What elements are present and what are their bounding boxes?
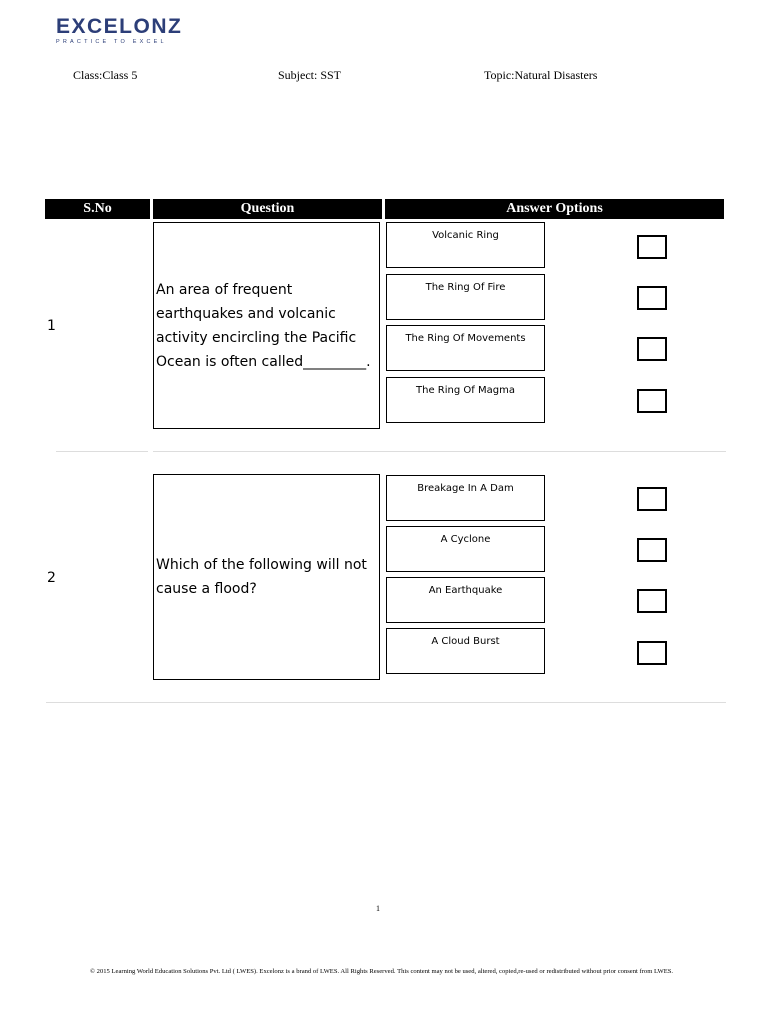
row-2-option-3-checkbox[interactable] xyxy=(637,589,667,613)
row-2-option-4[interactable]: A Cloud Burst xyxy=(386,628,545,674)
topic-label: Topic:Natural Disasters xyxy=(484,68,598,82)
row-2-option-1-checkbox[interactable] xyxy=(637,487,667,511)
copyright-footer: © 2015 Learning World Education Solutions Pvt. Ltd ( LWES). Excelonz is a brand of LWES. All Rights Reserved. This content may not be used, altered, copied,re-used or redistributed without prior consent from LWES. xyxy=(90,968,674,975)
class-label: Class:Class 5 xyxy=(73,68,138,82)
row-1-option-3[interactable]: The Ring Of Movements xyxy=(386,325,545,371)
row-1-option-4[interactable]: The Ring Of Magma xyxy=(386,377,545,423)
header-answer-options: Answer Options xyxy=(385,199,724,219)
row-separator xyxy=(56,451,148,452)
row-1-sno: 1 xyxy=(47,318,56,334)
row-2-option-4-checkbox[interactable] xyxy=(637,641,667,665)
row-2-option-1[interactable]: Breakage In A Dam xyxy=(386,475,545,521)
subject-label: Subject: SST xyxy=(278,68,342,82)
row-1-option-4-checkbox[interactable] xyxy=(637,389,667,413)
row-1-option-2[interactable]: The Ring Of Fire xyxy=(386,274,545,320)
row-1-option-2-checkbox[interactable] xyxy=(637,286,667,310)
header-question: Question xyxy=(153,199,382,219)
row-separator xyxy=(153,451,726,452)
row-1-question-box xyxy=(153,222,380,429)
row-1-option-1[interactable]: Volcanic Ring xyxy=(386,222,545,268)
row-1-option-3-checkbox[interactable] xyxy=(637,337,667,361)
row-2-option-2-checkbox[interactable] xyxy=(637,538,667,562)
row-2-question-box xyxy=(153,474,380,680)
row-1-question-text: An area of frequent earthquakes and volcanic activity encircling the Pacific Ocean is often called_________. xyxy=(156,281,371,370)
row-2-option-2[interactable]: A Cyclone xyxy=(386,526,545,572)
row-2-option-3[interactable]: An Earthquake xyxy=(386,577,545,623)
logo-tagline: PRACTICE TO EXCEL xyxy=(56,39,167,45)
table-bottom-line xyxy=(46,702,726,703)
row-1-option-1-checkbox[interactable] xyxy=(637,235,667,259)
row-2-question-text: Which of the following will not cause a flood? xyxy=(156,557,367,597)
header-sno: S.No xyxy=(45,199,150,219)
row-2-sno: 2 xyxy=(47,570,56,586)
page-number: 1 xyxy=(376,904,380,913)
logo-name: EXCELONZ xyxy=(56,15,183,38)
excelonz-logo xyxy=(56,16,186,45)
